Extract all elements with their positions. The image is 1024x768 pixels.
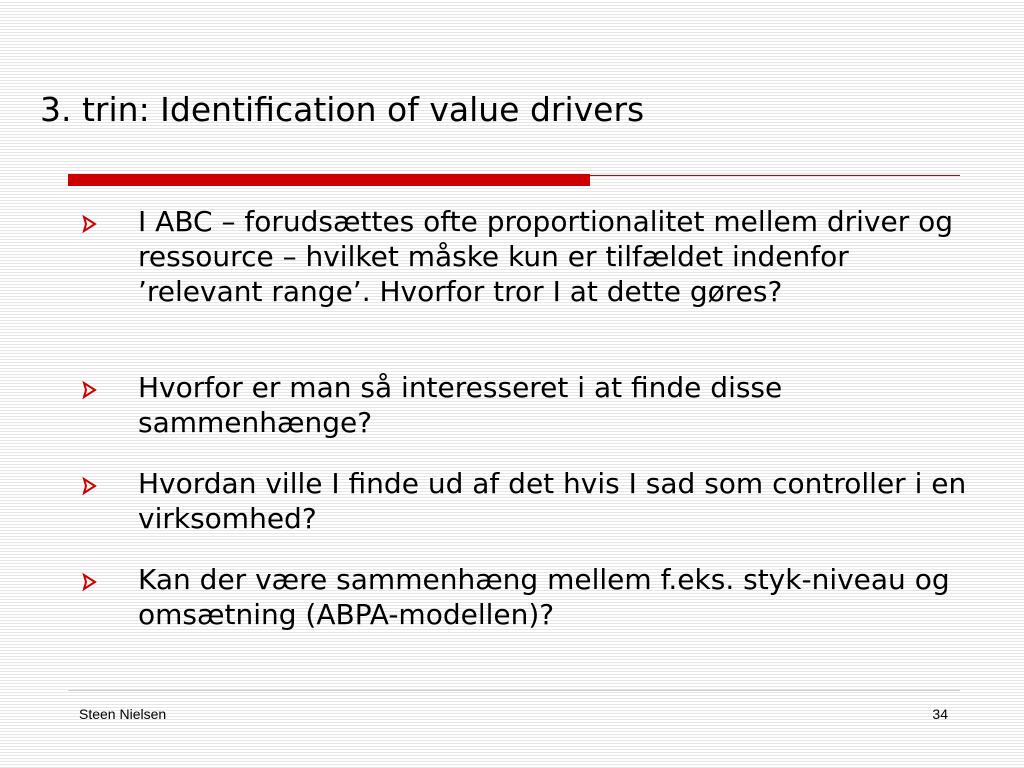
footer-rule xyxy=(68,690,960,691)
title-rule-thin xyxy=(590,175,960,176)
bullet-item xyxy=(80,370,980,440)
bullet-text: Hvorfor er man så interesseret i at finde disse sammenhænge? xyxy=(138,371,783,439)
bullet-text: I ABC – forudsættes ofte proportionalitet mellem driver og ressource – hvilket måske kun er tilfældet indenfor ’relevant range’. Hvorfor tror I at dette gøres? xyxy=(138,205,954,308)
arrow-bullet-icon xyxy=(80,214,100,234)
arrow-bullet-icon xyxy=(80,572,100,592)
title-rule-thick xyxy=(68,174,590,186)
bullet-item xyxy=(80,204,980,309)
bullet-item xyxy=(80,562,980,632)
bullet-item xyxy=(80,466,980,536)
slide-title: 3. trin: Identification of value drivers xyxy=(40,90,645,129)
bullet-text: Hvordan ville I finde ud af det hvis I sad som controller i en virksomhed? xyxy=(138,467,967,535)
arrow-bullet-icon xyxy=(80,476,100,496)
arrow-bullet-icon xyxy=(80,380,100,400)
footer-author: Steen Nielsen xyxy=(79,706,167,722)
bullet-text: Kan der være sammenhæng mellem f.eks. styk-niveau og omsætning (ABPA-modellen)? xyxy=(138,563,950,631)
page-number: 34 xyxy=(932,706,948,722)
